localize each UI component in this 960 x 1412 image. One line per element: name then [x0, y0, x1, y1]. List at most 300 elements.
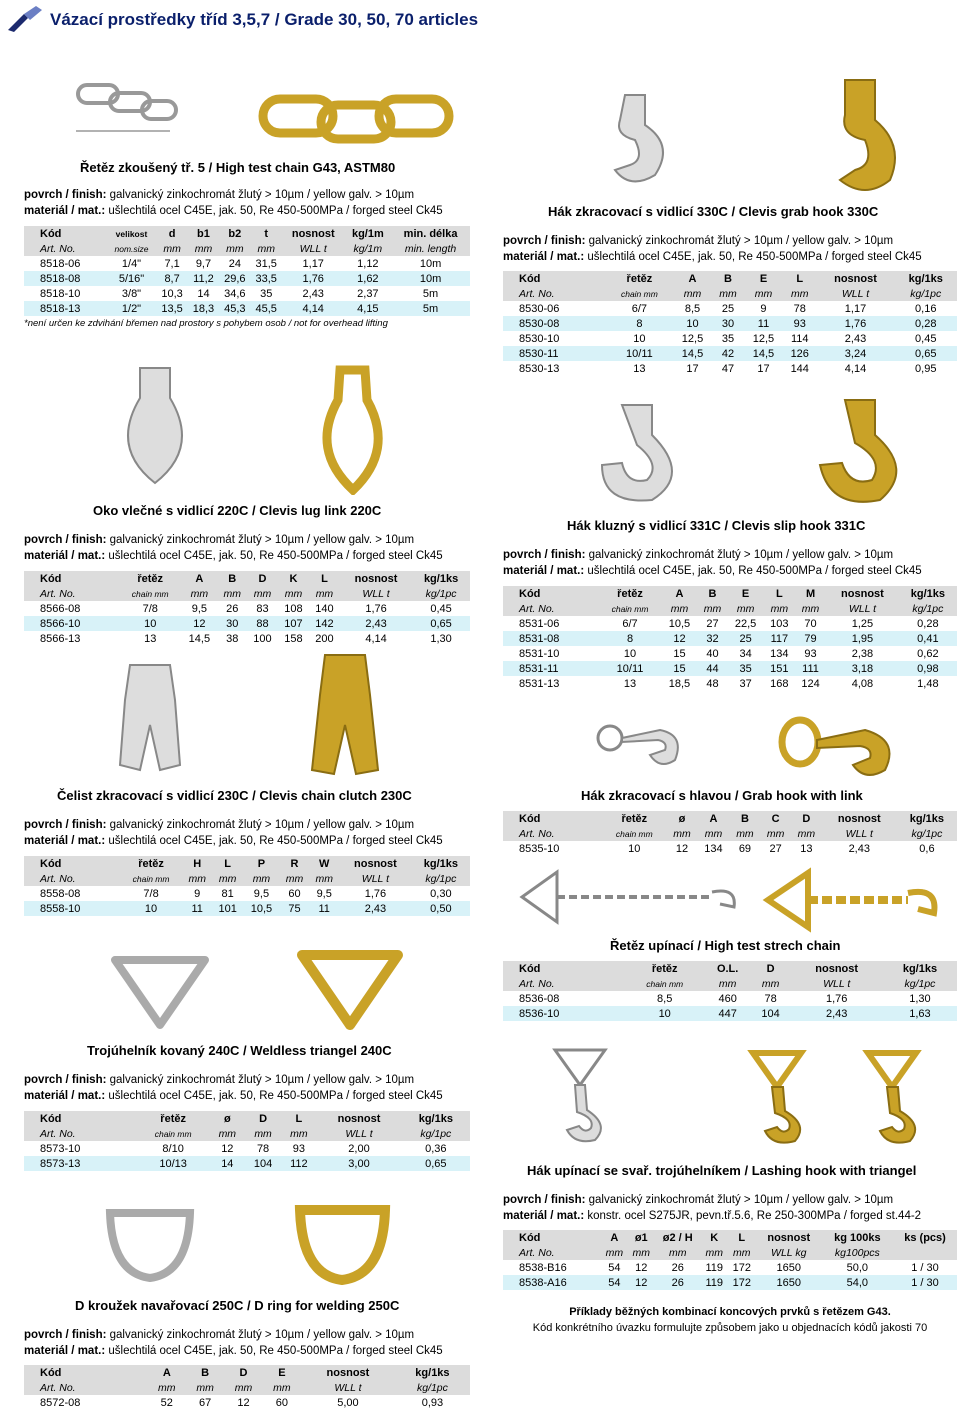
table-cell: 1,76	[825, 992, 848, 1005]
table-cell: 151	[764, 661, 795, 676]
table-row	[24, 616, 470, 631]
table-cell: O.L.	[705, 961, 751, 976]
table-cell: 1650	[776, 1261, 801, 1274]
d-ring-finish: povrch / finish: galvanický zinkochromát žlutý > 10µm / yellow galv. > 10µm	[24, 1329, 415, 1341]
table-cell: 3,00	[316, 1156, 401, 1171]
table-cell: 5m	[391, 301, 470, 316]
table-cell: mm	[247, 586, 278, 601]
footer-line-1: Příklady běžných kombinací koncových prvků s řetězem G43.	[569, 1306, 891, 1318]
table-cell: 11	[744, 316, 783, 331]
table-cell: 126	[783, 346, 816, 361]
table-cell: nosnost	[790, 961, 882, 976]
code-cell: 8538-A16	[503, 1275, 601, 1290]
table-cell: 10	[673, 316, 712, 331]
table-cell: 27	[706, 617, 719, 630]
table-cell: nosnost	[301, 1365, 395, 1380]
table-cell: 47	[721, 362, 735, 375]
code-cell: 8572-08	[40, 1396, 81, 1409]
table-cell: nosnost	[340, 571, 412, 586]
table-row	[503, 661, 957, 676]
grab-hook-material: materiál / mat.: ušlechtilá ocel C45E, jak. 50, Re 450-500MPa / forged steel Ck45	[503, 251, 922, 263]
slip-hook-photo	[800, 395, 920, 510]
table-cell: 0,36	[425, 1142, 447, 1155]
table-cell: D	[224, 1365, 262, 1380]
table-cell: nosnost	[756, 1230, 822, 1245]
table-cell: 48	[706, 677, 719, 690]
table-cell: min. length	[391, 241, 470, 256]
table-cell: 22,5	[734, 617, 757, 630]
table-cell: 7,1	[164, 257, 180, 270]
table-row	[503, 646, 957, 661]
table-cell: D	[751, 961, 791, 976]
lashing-hook-table	[503, 1230, 957, 1290]
table-cell: 6/7	[622, 617, 638, 630]
table-cell: 172	[732, 1261, 751, 1274]
table-cell: 10m	[391, 271, 470, 286]
table-cell: chain mm	[625, 976, 705, 991]
table-header-row	[24, 226, 470, 241]
triangle-material: materiál / mat.: ušlechtilá ocel C45E, jak. 50, Re 450-500MPa / forged steel Ck45	[24, 1090, 443, 1102]
table-cell: 10/11	[599, 661, 662, 676]
table-cell: mm	[783, 286, 816, 301]
table-cell: 3,24	[816, 346, 894, 361]
table-cell: 1,63	[883, 1006, 957, 1021]
triangle-finish: povrch / finish: galvanický zinkochromát žlutý > 10µm / yellow galv. > 10µm	[24, 1074, 415, 1086]
table-cell: 2,43	[339, 901, 412, 916]
grab-link-title: Hák zkracovací s hlavou / Grab hook with link	[581, 788, 863, 803]
table-cell: 114	[790, 332, 809, 345]
table-header-row	[503, 271, 957, 286]
table-cell: řetěz	[602, 811, 667, 826]
table-cell: B	[712, 271, 744, 286]
table-cell: mm	[727, 601, 763, 616]
table-cell: WLL t	[282, 241, 345, 256]
triangle-diagram	[100, 945, 220, 1035]
table-cell: mm	[728, 1245, 756, 1260]
table-cell: 78	[256, 1142, 270, 1155]
table-cell: ø	[667, 811, 698, 826]
table-subheader-row	[503, 286, 957, 301]
code-cell: 8566-08	[40, 602, 81, 615]
table-cell: 10	[625, 1006, 705, 1021]
table-cell: 0,41	[899, 631, 957, 646]
table-cell: mm	[744, 286, 783, 301]
table-cell: chain mm	[120, 871, 183, 886]
table-row	[24, 1156, 470, 1171]
table-cell: mm	[701, 1245, 728, 1260]
table-cell: nosnost	[339, 856, 412, 871]
code-cell: 8566-10	[24, 616, 119, 631]
table-cell: 134	[704, 842, 723, 855]
table-cell: 10	[628, 842, 641, 855]
table-cell: WLL t	[340, 586, 412, 601]
table-cell: L	[728, 1230, 756, 1245]
table-header-row	[503, 586, 957, 601]
table-cell: nosnost	[822, 811, 897, 826]
table-cell: 107	[278, 616, 309, 631]
table-cell: 6/7	[631, 302, 648, 315]
table-cell: 81	[221, 887, 234, 900]
table-cell: 1 / 30	[911, 1261, 939, 1274]
table-cell: 26	[226, 602, 239, 615]
table-row	[503, 361, 957, 376]
table-cell: řetěz	[136, 1111, 209, 1126]
table-row	[503, 1006, 957, 1021]
table-cell: K	[278, 571, 309, 586]
table-row	[503, 331, 957, 346]
table-cell: 18,5	[668, 677, 691, 690]
table-cell: 8,7	[156, 271, 187, 286]
table-row	[503, 1260, 957, 1275]
table-cell: 60	[288, 887, 301, 900]
table-cell: 2,43	[302, 287, 324, 300]
table-cell: 2,38	[851, 647, 874, 660]
table-cell: mm	[181, 586, 217, 601]
table-cell: 1,76	[364, 887, 387, 900]
table-cell: 112	[281, 1156, 316, 1171]
table-cell: K	[701, 1230, 728, 1245]
table-cell: 79	[795, 631, 826, 646]
code-cell: Kód	[503, 961, 625, 976]
lashing-hook-photo-2	[850, 1045, 935, 1150]
table-cell: R	[280, 856, 310, 871]
table-cell: mm	[698, 601, 728, 616]
table-cell: řetěz	[625, 961, 705, 976]
table-cell: mm	[712, 286, 744, 301]
table-cell: 9	[760, 302, 767, 315]
table-cell: 1,12	[357, 257, 379, 270]
table-cell: 75	[280, 901, 310, 916]
table-cell: kg/1ks	[412, 571, 470, 586]
table-cell: kg/1m	[345, 241, 392, 256]
code-cell: Kód	[503, 271, 606, 286]
table-cell: 37	[739, 677, 752, 690]
table-cell: 10,5	[668, 617, 691, 630]
table-cell: WLL t	[826, 601, 899, 616]
table-cell: min. délka	[391, 226, 470, 241]
table-cell: 10	[623, 647, 637, 660]
table-cell: E	[744, 271, 783, 286]
table-cell: 12	[181, 616, 217, 631]
table-cell: 1,76	[816, 316, 894, 331]
table-cell: 5/16"	[107, 271, 157, 286]
table-cell: 54,0	[822, 1275, 893, 1290]
table-row	[503, 631, 957, 646]
table-cell: 0,62	[917, 647, 939, 660]
table-cell: 25	[727, 631, 763, 646]
code-cell: 8573-10	[40, 1142, 81, 1155]
table-cell: mm	[697, 826, 729, 841]
table-cell: mm	[212, 871, 243, 886]
table-cell: mm	[156, 241, 187, 256]
table-cell: 93	[783, 316, 816, 331]
code-cell: Kód	[503, 811, 602, 826]
table-cell: 2,00	[348, 1142, 370, 1155]
table-cell: kg/1ks	[412, 856, 470, 871]
table-cell: 11	[182, 901, 212, 916]
table-cell: 1,30	[909, 992, 931, 1005]
slip-hook-material: materiál / mat.: ušlechtilá ocel C45E, jak. 50, Re 450-500MPa / forged steel Ck45	[503, 565, 922, 577]
table-cell: mm	[182, 871, 212, 886]
table-cell: kg/1pc	[883, 976, 957, 991]
table-cell: mm	[219, 241, 250, 256]
table-cell: 14	[197, 287, 210, 300]
chain-clutch-table	[24, 856, 470, 916]
code-cell: Art. No.	[24, 241, 107, 256]
table-cell: 5,00	[337, 1396, 359, 1409]
table-cell: WLL t	[301, 1380, 395, 1395]
table-cell: 10	[120, 901, 183, 916]
table-cell: mm	[760, 826, 791, 841]
table-row	[24, 886, 470, 901]
table-cell: 0,30	[430, 887, 452, 900]
table-cell: mm	[148, 1380, 186, 1395]
table-cell: kg/1pc	[899, 601, 957, 616]
chain-note: *není určen ke zdvihání břemen nad prostory s pohybem osob / not for overhead lifting	[24, 318, 388, 329]
table-cell: kg/1ks	[897, 811, 957, 826]
table-cell: 12	[628, 1275, 655, 1290]
lug-link-material: materiál / mat.: ušlechtilá ocel C45E, jak. 50, Re 450-500MPa / forged steel Ck45	[24, 550, 443, 562]
table-cell: 2,43	[844, 332, 867, 345]
table-cell: 32	[698, 631, 728, 646]
table-cell: 26	[655, 1275, 701, 1290]
code-cell: Kód	[24, 1111, 136, 1126]
chain-title: Řetěz zkoušený tř. 5 / High test chain G43, ASTM80	[80, 160, 396, 175]
table-cell: 38	[226, 632, 239, 645]
table-subheader-row	[24, 1126, 470, 1141]
chain-clutch-photo	[300, 650, 390, 780]
triangle-title: Trojúhelník kovaný 240C / Weldless triangel 240C	[87, 1043, 392, 1058]
chain-clutch-finish: povrch / finish: galvanický zinkochromát žlutý > 10µm / yellow galv. > 10µm	[24, 819, 415, 831]
table-cell: C	[760, 811, 791, 826]
table-cell: 15	[673, 647, 686, 660]
code-cell: Kód	[24, 226, 107, 241]
table-cell: mm	[751, 976, 791, 991]
table-cell: A	[601, 1230, 628, 1245]
table-cell: 18,3	[188, 301, 219, 316]
table-header-row	[503, 1230, 957, 1245]
table-cell: 17	[686, 362, 699, 375]
grab-hook-title: Hák zkracovací s vidlicí 330C / Clevis grab hook 330C	[548, 204, 879, 219]
code-cell: Art. No.	[503, 601, 599, 616]
table-cell: 67	[199, 1396, 212, 1409]
table-cell: 111	[795, 661, 826, 676]
table-cell: 9,5	[253, 887, 270, 900]
table-cell: mm	[186, 1380, 224, 1395]
table-cell: 10	[119, 616, 181, 631]
table-cell: 104	[245, 1156, 282, 1171]
table-cell: mm	[188, 241, 219, 256]
table-header-row	[503, 961, 957, 976]
table-cell: řetěz	[120, 856, 183, 871]
table-cell: 172	[728, 1275, 756, 1290]
table-cell: L	[281, 1111, 316, 1126]
table-cell: L	[783, 271, 816, 286]
table-cell: 11,2	[188, 271, 219, 286]
grab-hook-photo	[800, 75, 920, 200]
code-cell: 8531-08	[503, 631, 599, 646]
table-row	[24, 1141, 470, 1156]
table-cell: 9,5	[191, 602, 208, 615]
table-cell: 93	[804, 647, 817, 660]
table-cell: 1,76	[365, 602, 387, 615]
table-cell: nosnost	[316, 1111, 401, 1126]
table-row	[503, 991, 957, 1006]
table-cell: 117	[764, 631, 795, 646]
lug-link-title: Oko vlečné s vidlicí 220C / Clevis lug link 220C	[93, 503, 382, 518]
code-cell: 8558-10	[24, 901, 120, 916]
code-cell: Art. No.	[503, 826, 602, 841]
table-cell: 0,28	[917, 617, 939, 630]
table-cell: 2,37	[357, 287, 379, 300]
table-cell: b2	[219, 226, 250, 241]
table-cell: 12	[675, 842, 689, 855]
code-cell: 8536-10	[503, 1006, 625, 1021]
table-cell: 3/8"	[121, 287, 142, 300]
code-cell: 8530-10	[519, 332, 560, 345]
table-cell: mm	[251, 241, 282, 256]
grab-hook-finish: povrch / finish: galvanický zinkochromát žlutý > 10µm / yellow galv. > 10µm	[503, 235, 894, 247]
table-cell: 1,48	[917, 677, 939, 690]
table-cell: 40	[706, 647, 719, 660]
code-cell: Kód	[503, 586, 599, 601]
table-cell: 27	[769, 842, 782, 855]
table-cell: 142	[309, 616, 340, 631]
table-header-row	[24, 1365, 470, 1380]
table-cell: 200	[315, 632, 334, 645]
table-row	[24, 301, 470, 316]
table-cell: 54	[601, 1275, 628, 1290]
table-row	[24, 601, 470, 616]
table-cell: kg/1pc	[395, 1380, 470, 1395]
lug-link-table	[24, 571, 470, 646]
table-cell: 35	[721, 332, 735, 345]
lug-link-finish: povrch / finish: galvanický zinkochromát žlutý > 10µm / yellow galv. > 10µm	[24, 534, 415, 546]
table-row	[24, 1395, 470, 1410]
table-cell: 30	[217, 616, 247, 631]
table-cell: 12	[661, 631, 697, 646]
table-cell: kg/1ks	[395, 1365, 470, 1380]
table-cell: 33,5	[251, 271, 282, 286]
table-cell: 8,5	[684, 302, 701, 315]
code-cell: 8538-B16	[519, 1261, 567, 1274]
table-cell: 0,45	[915, 332, 937, 345]
table-cell: 1,30	[430, 632, 452, 645]
code-cell: 8558-08	[40, 887, 81, 900]
table-subheader-row	[24, 1380, 470, 1395]
table-cell: 10	[633, 332, 646, 345]
table-cell: H	[182, 856, 212, 871]
table-cell: 101	[212, 901, 243, 916]
table-cell: 29,6	[219, 271, 250, 286]
table-cell: 13	[633, 362, 646, 375]
table-cell: 12	[221, 1142, 234, 1155]
chain-finish: povrch / finish: galvanický zinkochromát žlutý > 10µm / yellow galv. > 10µm	[24, 189, 415, 201]
table-cell: mm	[791, 826, 822, 841]
table-cell: d	[156, 226, 187, 241]
table-cell: 69	[738, 842, 752, 855]
table-cell: kg/1pc	[402, 1126, 470, 1141]
chain-photo	[255, 85, 460, 155]
table-cell: 35	[727, 661, 763, 676]
table-cell: WLL t	[339, 871, 412, 886]
table-cell: 0,28	[895, 316, 958, 331]
table-cell: mm	[245, 1126, 282, 1141]
table-header-row	[24, 1111, 470, 1126]
table-cell: 2,43	[340, 616, 412, 631]
table-cell: 0,65	[402, 1156, 470, 1171]
table-cell: 1 / 30	[893, 1275, 957, 1290]
code-cell: 8530-06	[519, 302, 560, 315]
table-cell: 12,5	[752, 332, 775, 345]
table-cell: 124	[801, 677, 820, 690]
table-cell: nosnost	[826, 586, 899, 601]
table-cell: kg/1pc	[895, 286, 958, 301]
triangle-table	[24, 1111, 470, 1171]
table-cell: L	[212, 856, 243, 871]
table-cell: 30	[712, 316, 744, 331]
lug-link-photo	[305, 365, 400, 495]
table-cell: mm	[601, 1245, 628, 1260]
table-cell: 144	[790, 362, 809, 375]
table-cell: 104	[751, 1006, 791, 1021]
chain-clutch-material: materiál / mat.: ušlechtilá ocel C45E, jak. 50, Re 450-500MPa / forged steel Ck45	[24, 835, 443, 847]
table-cell: 78	[793, 302, 806, 315]
table-cell: 42	[712, 346, 744, 361]
table-cell: 0,6	[919, 842, 935, 855]
table-cell: 0,65	[412, 616, 470, 631]
table-cell: B	[186, 1365, 224, 1380]
table-cell: kg100pcs	[822, 1245, 893, 1260]
code-cell: Art. No.	[503, 286, 606, 301]
table-cell: 13,5	[156, 301, 187, 316]
slip-hook-finish: povrch / finish: galvanický zinkochromát žlutý > 10µm / yellow galv. > 10µm	[503, 549, 894, 561]
table-cell: D	[245, 1111, 282, 1126]
table-cell: mm	[764, 601, 795, 616]
table-cell: L	[309, 571, 340, 586]
table-cell: P	[243, 856, 279, 871]
lashing-hook-diagram	[535, 1040, 625, 1150]
table-cell: 78	[764, 992, 777, 1005]
table-cell: chain mm	[606, 286, 673, 301]
table-cell: A	[673, 271, 712, 286]
code-cell: Art. No.	[24, 871, 120, 886]
table-cell: A	[181, 571, 217, 586]
code-cell: 8518-06	[40, 257, 81, 270]
table-cell: mm	[705, 976, 751, 991]
table-cell: 15	[661, 661, 697, 676]
lug-link-diagram	[100, 358, 210, 493]
table-cell: b1	[188, 226, 219, 241]
table-cell: 54	[608, 1261, 621, 1274]
table-subheader-row	[24, 241, 470, 256]
table-cell: B	[698, 586, 728, 601]
table-row	[24, 286, 470, 301]
table-cell: 70	[804, 617, 817, 630]
table-cell: kg 100ks	[822, 1230, 893, 1245]
table-cell: 60	[275, 1396, 288, 1409]
table-cell: 158	[284, 632, 303, 645]
table-header-row	[503, 811, 957, 826]
table-cell: mm	[281, 1126, 316, 1141]
table-cell: 10/11	[606, 346, 673, 361]
table-cell: mm	[667, 826, 698, 841]
table-cell: 10/13	[136, 1156, 209, 1171]
table-cell: 26	[671, 1261, 684, 1274]
table-cell: mm	[280, 871, 310, 886]
table-cell: 4,15	[345, 301, 392, 316]
table-cell: D	[247, 571, 278, 586]
